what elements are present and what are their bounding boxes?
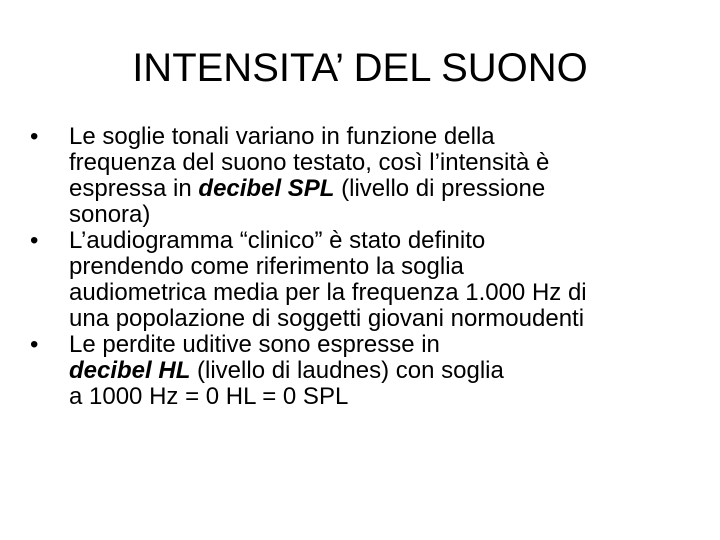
emphasis-decibel-hl: decibel HL: [69, 357, 191, 384]
bullet-marker: •: [30, 123, 39, 150]
bullet-line: frequenza del suono testato, così l’intensità è: [69, 149, 550, 176]
bullet-item-spl: [30, 124, 690, 228]
slide-title: INTENSITA’ DEL SUONO: [132, 46, 588, 90]
bullet-line: audiometrica media per la frequenza 1.000 Hz di: [69, 279, 587, 306]
bullet-line: L’audiogramma “clinico” è stato definito: [69, 227, 486, 254]
bullet-line-text: espressa in: [69, 175, 199, 202]
bullet-line-text: (livello di pressione: [334, 175, 546, 202]
bullet-line: sonora): [69, 201, 151, 228]
bullet-line-mixed: [69, 358, 690, 384]
bullet-item-hl: [30, 332, 690, 410]
bullet-line: prendendo come riferimento la soglia: [69, 253, 464, 280]
emphasis-decibel-spl: decibel SPL: [198, 175, 335, 202]
bullet-list: [30, 124, 690, 410]
bullet-marker: •: [30, 227, 39, 254]
bullet-line-mixed: [69, 176, 690, 202]
bullet-line: Le soglie tonali variano in funzione della: [69, 123, 495, 150]
bullet-line: a 1000 Hz = 0 HL = 0 SPL: [69, 383, 349, 410]
bullet-item-audiogramma: [30, 228, 690, 332]
bullet-line-text: (livello di laudnes) con soglia: [190, 357, 504, 384]
bullet-line: Le perdite uditive sono espresse in: [69, 331, 440, 358]
bullet-marker: •: [30, 331, 39, 358]
bullet-line: una popolazione di soggetti giovani normoudenti: [69, 305, 585, 332]
